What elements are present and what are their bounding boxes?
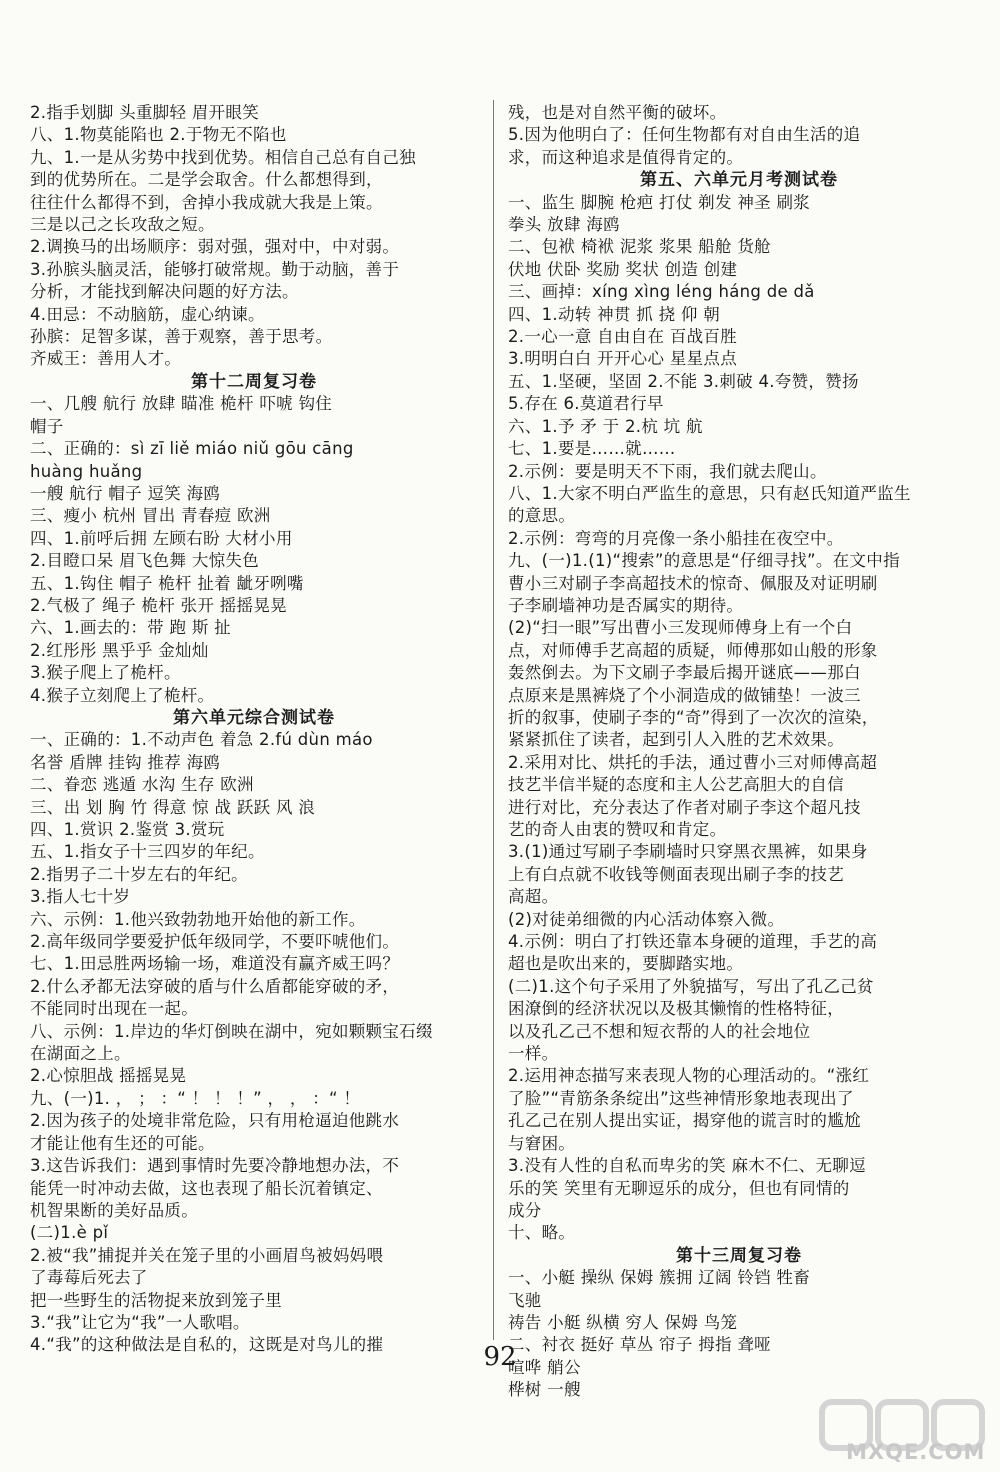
answer-line: 不能同时出现在一起。 [30, 999, 198, 1019]
answer-line: 才能让他有生还的可能。 [30, 1133, 215, 1153]
answer-line: 八、1.大家不明白严监生的意思，只有赵氏知道严监生 [508, 483, 911, 503]
answer-line: 以及孔乙己不想和短衣帮的人的社会地位 [508, 1021, 811, 1041]
answer-line: 2.心惊胆战 摇摇晃晃 [30, 1066, 187, 1086]
answer-line: 帽子 [30, 416, 64, 436]
answer-line: 曹小三对刷子李高超技术的惊奇、佩服及对证明刷 [508, 573, 878, 593]
answer-line: 紧紧抓住了读者，起到引人入胜的艺术效果。 [508, 730, 844, 750]
answer-line: 桦树 一艘 [508, 1380, 581, 1400]
answer-line: 四、1.前呼后拥 左顾右盼 大材小用 [30, 528, 293, 548]
answer-line: 2.示例：要是明天不下雨，我们就去爬山。 [508, 461, 827, 481]
answer-line: 轰然倒去。为下文刷子李最后揭开谜底——那白 [508, 663, 861, 683]
answer-line: 2.运用神态描写来表现人物的心理活动的。“涨红 [508, 1066, 870, 1086]
section-heading: 第十三周复习卷 [676, 1245, 802, 1266]
answer-line: 2.红彤彤 黑乎乎 金灿灿 [30, 640, 209, 660]
answer-line: 三、瘦小 杭州 冒出 青春痘 欧洲 [30, 506, 271, 526]
answer-line: (2)对徒弟细微的内心活动体察入微。 [508, 909, 785, 929]
right-column [508, 102, 970, 1402]
answer-line: 一、几艘 航行 放肆 瞄准 桅杆 吓唬 钩住 [30, 394, 333, 414]
answer-line: 超也是吹出来的，要脚踏实地。 [508, 954, 744, 974]
column-divider [493, 100, 494, 1340]
answer-line: 一、正确的：1.不动声色 着急 2.fú dùn máo [30, 730, 373, 750]
answer-line: 了毒莓后死去了 [30, 1268, 148, 1288]
answer-line: 残，也是对自然平衡的破坏。 [508, 103, 727, 122]
answer-line: 3.猴子爬上了桅杆。 [30, 663, 181, 683]
answer-line: 孙膑：足智多谋，善于观察，善于思考。 [30, 327, 333, 347]
answer-line: 2.因为孩子的处境非常危险，只有用枪逼迫他跳水 [30, 1111, 400, 1131]
answer-line: 2.高年级同学要爱护低年级同学，不要吓唬他们。 [30, 932, 400, 952]
answer-line: 二、衬衣 挺好 草丛 帘子 拇指 聋哑 [508, 1335, 771, 1355]
answer-line: 4.猴子立刻爬上了桅杆。 [30, 685, 215, 705]
answer-line: 5.因为他明白了：任何生物都有对自由生活的追 [508, 125, 861, 145]
answer-line: 子李刷墙神功是否属实的期待。 [508, 595, 744, 615]
answer-line: 折的叙事，使刷子李的“奇”得到了一次次的渲染， [508, 707, 879, 727]
answer-line: 2.什么矛都无法穿破的盾与什么盾都能穿破的矛， [30, 976, 400, 996]
answer-line: 3.(1)通过写刷子李刷墙时只穿黑衣黑裤，如果身 [508, 842, 868, 862]
answer-line: 喧哗 艄公 [508, 1357, 581, 1377]
answer-line: 齐威王：善用人才。 [30, 349, 182, 369]
answer-line: 成分 [508, 1200, 542, 1220]
answer-line: 三、画掉：xíng xìng léng háng de dǎ [508, 282, 815, 302]
answer-line: 求，而这种追求是值得肯定的。 [508, 147, 744, 167]
answer-line: 七、1.要是……就…… [508, 439, 676, 459]
answer-line: 2.气极了 绳子 桅杆 张开 摇摇晃晃 [30, 595, 287, 615]
answer-line: 三是以己之长攻敌之短。 [30, 215, 215, 235]
answer-line: 高超。 [508, 887, 559, 907]
answer-line: 孔乙己在别人提出实证，揭穿他的谎言时的尴尬 [508, 1111, 861, 1131]
answer-line: 4.田忌：不动脑筋，虚心纳谏。 [30, 304, 265, 324]
answer-line: 五、1.指女子十三四岁的年纪。 [30, 842, 265, 862]
answer-line: 3.孙膑头脑灵活，能够打破常规。勤于动脑，善于 [30, 259, 400, 279]
answer-line: 三、出 划 胸 竹 得意 惊 战 跃跃 风 浪 [30, 797, 316, 817]
answer-line: 与窘困。 [508, 1133, 576, 1153]
answer-line: huàng huǎng [30, 461, 143, 481]
answer-line: 五、1.坚硬，坚固 2.不能 3.刺破 4.夸赞，赞扬 [508, 371, 859, 391]
answer-line: 2.一心一意 自由自在 百战百胜 [508, 327, 738, 347]
answer-line: 了脸”“青筋条条绽出”这些神情形象地表现出了 [508, 1088, 854, 1108]
answer-line: 2.示例：弯弯的月亮像一条小船挂在夜空中。 [508, 528, 844, 548]
section-heading: 第十二周复习卷 [191, 371, 317, 392]
left-column [30, 102, 478, 1357]
answer-line: 3.明明白白 开开心心 星星点点 [508, 349, 738, 369]
answer-line: 技艺半信半疑的态度和主人公艺高胆大的自信 [508, 775, 844, 795]
answer-line: 2.被“我”捕捉并关在笼子里的小画眉鸟被妈妈喂 [30, 1245, 384, 1265]
answer-line: 一、监生 脚腕 枪疤 打仗 剃发 神圣 刷浆 [508, 192, 811, 212]
answer-line: (二)1.è pǐ [30, 1223, 109, 1243]
answer-line: 二、眷恋 逃遁 水沟 生存 欧洲 [30, 775, 254, 795]
answer-line: (2)“扫一眼”写出曹小三发现师傅身上有一个白 [508, 618, 853, 638]
answer-line: 五、1.钩住 帽子 桅杆 扯着 龇牙咧嘴 [30, 573, 304, 593]
answer-line: 2.目瞪口呆 眉飞色舞 大惊失色 [30, 551, 260, 571]
answer-line: 六、示例：1.他兴致勃勃地开始他的新工作。 [30, 909, 366, 929]
answer-line: 把一些野生的活物捉来放到笼子里 [30, 1290, 282, 1310]
answer-line: 八、示例：1.岸边的华灯倒映在湖中，宛如颗颗宝石缀 [30, 1021, 433, 1041]
answer-line: 六、1.予 矛 于 2.杭 坑 航 [508, 416, 703, 436]
answer-line: 2.调换马的出场顺序：弱对强，强对中，中对弱。 [30, 237, 400, 257]
section-heading: 第五、六单元月考测试卷 [640, 170, 838, 191]
answer-line: 5.存在 6.莫道君行早 [508, 394, 664, 414]
answer-line: 3.指人七十岁 [30, 887, 131, 907]
answer-line: 点，对师傅手艺高超的质疑，师傅那如山般的形象 [508, 640, 878, 660]
answer-line: 九、(一)1.(1)“搜索”的意思是“仔细寻找”。在文中指 [508, 551, 900, 571]
answer-line: 八、1.物莫能陷也 2.于物无不陷也 [30, 125, 287, 145]
answer-line: 六、1.画去的：带 跑 斯 扯 [30, 618, 231, 638]
answer-line: 4.“我”的这种做法是自私的，这既是对鸟儿的摧 [30, 1335, 384, 1355]
answer-line: 一艘 航行 帽子 逗笑 海鸥 [30, 483, 221, 503]
answer-line: 3.这告诉我们：遇到事情时先要冷静地想办法，不 [30, 1156, 400, 1176]
answer-line: 九、1.一是从劣势中找到优势。相信自己总有自己独 [30, 147, 416, 167]
answer-line: 一样。 [508, 1044, 559, 1064]
answer-line: 上有白点就不收钱等侧面表现出刷子李的技艺 [508, 864, 844, 884]
answer-line: 困潦倒的经济状况以及极其懒惰的性格特征， [508, 999, 844, 1019]
page-number: 92 [483, 1342, 517, 1372]
answer-line: 3.“我”让它为“我”一人歌唱。 [30, 1312, 250, 1332]
answer-line: 在湖面之上。 [30, 1044, 131, 1064]
answer-line: 2.指男子二十岁左右的年纪。 [30, 864, 248, 884]
answer-line: 进行对比，充分表达了作者对刷子李这个超凡技 [508, 797, 861, 817]
answer-line: 飞驰 [508, 1290, 542, 1310]
answer-line: 四、1.动转 神贯 抓 挠 仰 朝 [508, 304, 721, 324]
answer-line: 点原来是黑裤烧了个小洞造成的做铺垫！一波三 [508, 685, 861, 705]
answer-line: 2.采用对比、烘托的手法，通过曹小三对师傅高超 [508, 752, 878, 772]
watermark-url: MXQE.COM [846, 1440, 986, 1464]
answer-line: 能凭一时冲动去做，这也表现了船长沉着镇定、 [30, 1178, 383, 1198]
answer-line: 4.示例：明白了打铁还靠本身硬的道理，手艺的高 [508, 932, 878, 952]
answer-line: (二)1.这个句子采用了外貌描写，写出了孔乙己贫 [508, 976, 874, 996]
answer-line: 3.没有人性的自私而卑劣的笑 麻木不仁、无聊逗 [508, 1156, 866, 1176]
answer-line: 机智果断的美好品质。 [30, 1200, 198, 1220]
section-heading: 第六单元综合测试卷 [173, 707, 335, 728]
answer-line: 艺的奇人由衷的赞叹和肯定。 [508, 820, 727, 839]
answer-line: 二、包袱 椅袱 泥浆 浆果 船舱 货舱 [508, 237, 771, 257]
answer-line: 十、略。 [508, 1223, 576, 1243]
answer-line: 的意思。 [508, 506, 576, 526]
answer-line: 2.指手划脚 头重脚轻 眉开眼笑 [30, 103, 260, 122]
answer-line: 往往什么都得不到，舍掉小我成就大我是上策。 [30, 192, 383, 212]
answer-line: 拳头 放肆 海鸥 [508, 215, 620, 235]
answer-line: 乐的笑 笑里有无聊逗乐的成分，但也有同情的 [508, 1178, 850, 1198]
answer-line: 二、正确的：sì zī liě miáo niǔ gōu cāng [30, 439, 354, 459]
answer-line: 一、小艇 操纵 保姆 簇拥 辽阔 铃铛 牲畜 [508, 1268, 811, 1288]
answer-line: 伏地 伏卧 奖励 奖状 创造 创建 [508, 259, 738, 279]
answer-line: 四、1.赏识 2.鉴赏 3.赏玩 [30, 820, 225, 839]
answer-line: 祷告 小艇 纵横 穷人 保姆 鸟笼 [508, 1312, 738, 1332]
answer-line: 九、(一)1. ， ； ：“ ！ ！ ！” ， ， ：“ ！ [30, 1088, 361, 1108]
answer-line: 七、1.田忌胜两场输一场，难道没有赢齐威王吗？ [30, 954, 400, 974]
answer-line: 名誉 盾牌 挂钩 推荐 海鸥 [30, 752, 221, 772]
answer-line: 到的优势所在。二是学会取舍。什么都想得到， [30, 170, 383, 190]
answer-line: 分析，才能找到解决问题的好方法。 [30, 282, 299, 302]
